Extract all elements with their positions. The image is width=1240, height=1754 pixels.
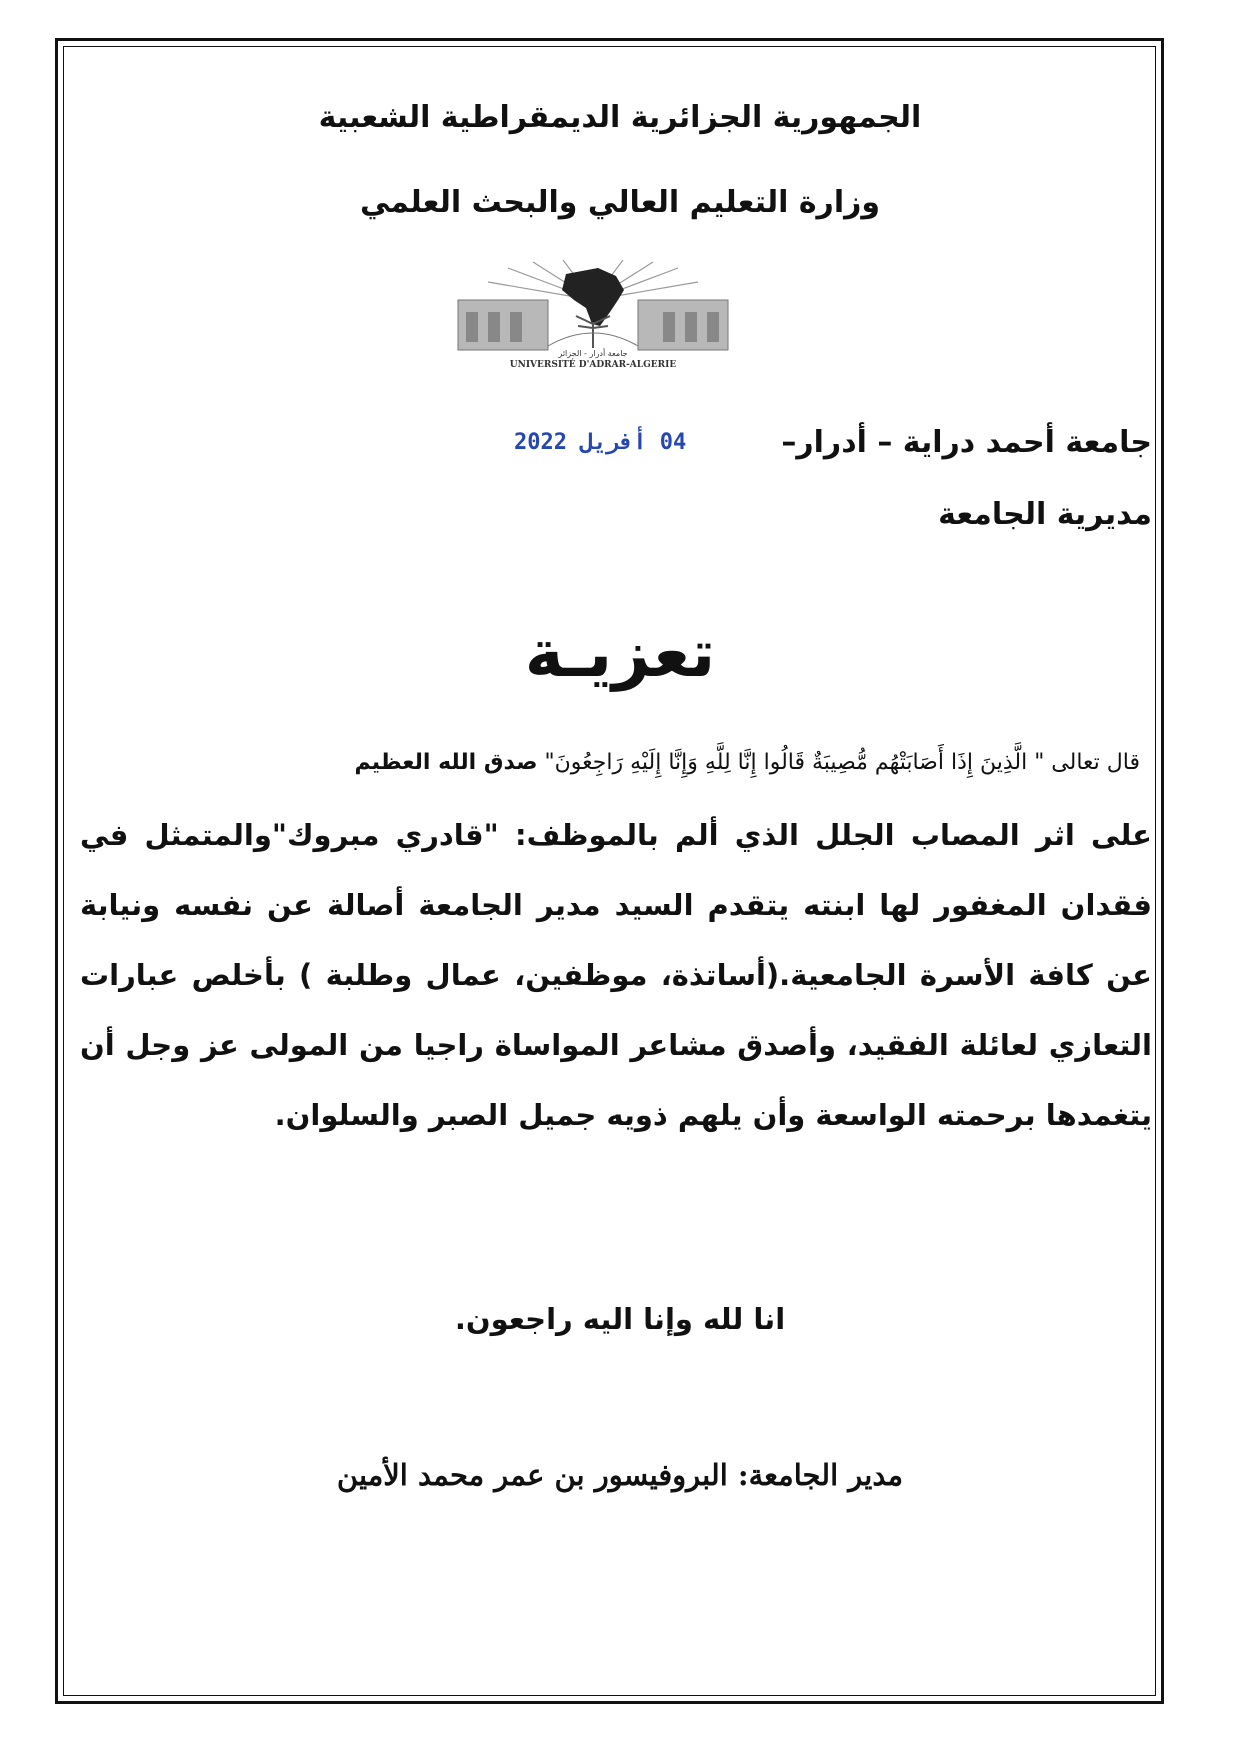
logo-latin-text: UNIVERSITÉ D'ADRAR-ALGERIE <box>509 360 677 370</box>
university-africa-logo-icon <box>448 260 738 370</box>
ministry-header: وزارة التعليم العالي والبحث العلمي <box>359 185 881 220</box>
date-stamp: 04 أفريل 2022 <box>514 430 687 455</box>
signature: مدير الجامعة: البروفيسور بن عمر محمد الأمين <box>336 1458 904 1492</box>
verse-text: قال تعالى " الَّذِينَ إِذَا أَصَابَتْهُم مُّصِيبَةٌ قَالُوا إِنَّا لِلَّهِ وَإِنَّا إِلَيْهِ رَاجِعُونَ" <box>544 750 1140 775</box>
page-title: تعزيـة <box>524 615 716 692</box>
sender-directorate: مديرية الجامعة <box>938 497 1152 532</box>
logo-arabic-text: جامعة أدرار - الجزائر <box>558 349 628 358</box>
quran-verse <box>100 750 1140 775</box>
university-logo <box>448 260 738 370</box>
verse-ending: صدق الله العظيم <box>354 750 538 775</box>
condolence-body: على اثر المصاب الجلل الذي ألم بالموظف: "قادري مبروك"والمتمثل في فقدان المغفور لها ابنته يتقدم السيد مدير الجامعة أصالة عن نفسه ونيابة عن كافة الأسرة الجامعية.(أساتذة، موظفين، عمال وطلبة ) بأخلص عبارات التعازي لعائلة الفقيد، وأصدق مشاعر المواساة راجيا من المولى عز وجل أن يتغمدها برحمته الواسعة وأن يلهم ذويه جميل الصبر والسلوان. <box>80 818 1152 1132</box>
sender-university: جامعة أحمد دراية – أدرار– <box>781 425 1152 460</box>
republic-header: الجمهورية الجزائرية الديمقراطية الشعبية <box>318 100 922 135</box>
closing-phrase: انا لله وإنا اليه راجعون. <box>454 1302 786 1336</box>
